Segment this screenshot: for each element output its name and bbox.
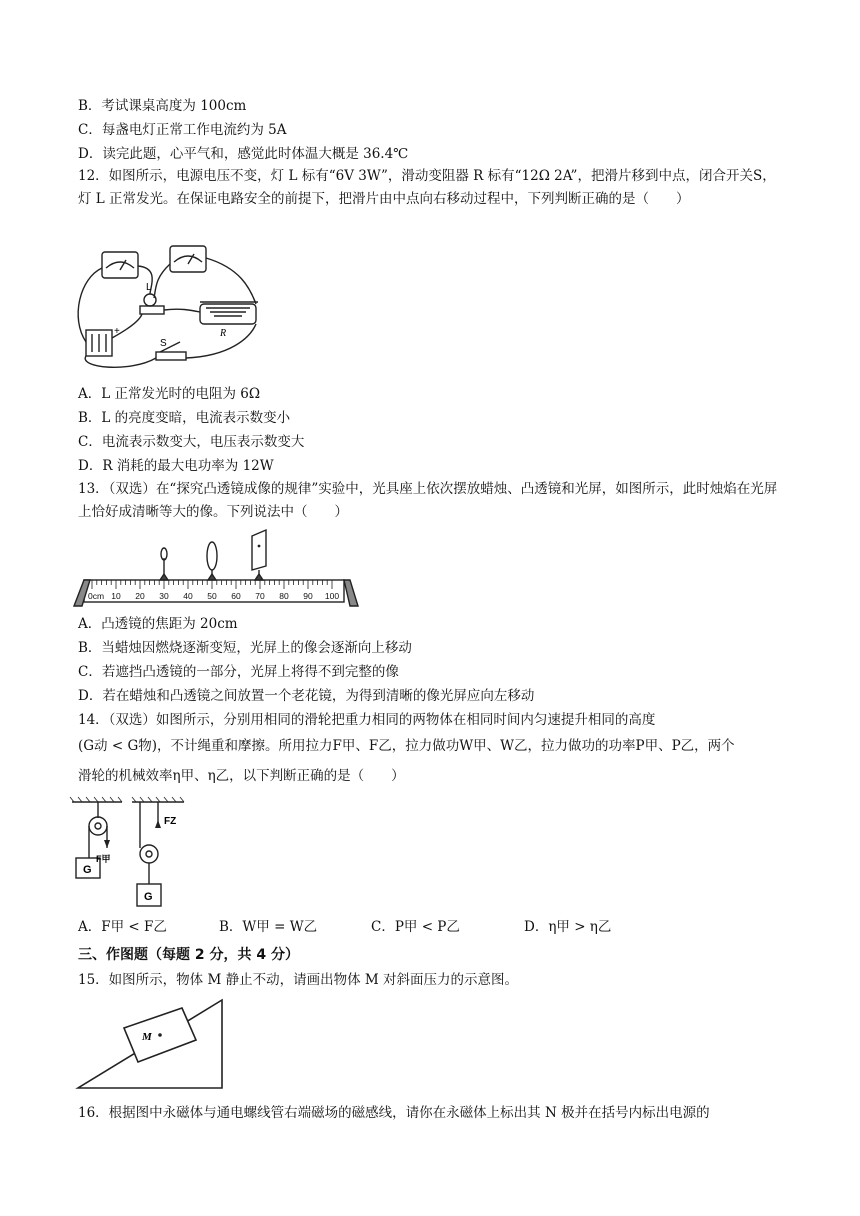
weight-fixed-label: G (83, 864, 92, 876)
fixed-pulley (89, 817, 107, 835)
q16-stem: 16．根据图中永磁体与通电螺线管右端磁场的磁感线，请你在永磁体上标出其 N 极并在括号内标出电源的 (78, 1105, 710, 1121)
force-fixed-label: F甲 (96, 854, 111, 864)
q14-stem-line3: 滑轮的机械效率η甲、η乙，以下判断正确的是（ ） (78, 768, 405, 784)
ruler-tick-label: 10 (111, 591, 121, 601)
switch (156, 352, 186, 360)
q11-option-c: C．每盏电灯正常工作电流约为 5A (78, 122, 287, 138)
ruler-tick-label: 70 (255, 591, 265, 601)
q13-option-d: D．若在蜡烛和凸透镜之间放置一个老花镜，为得到清晰的像光屏应向左移动 (78, 688, 535, 704)
q12-option-c: C．电流表示数变大，电压表示数变大 (78, 434, 305, 450)
block-m-label: M (142, 1031, 152, 1043)
q12-circuit-figure (70, 238, 270, 373)
lamp-label: L (146, 282, 152, 293)
q13-option-a: A．凸透镜的焦距为 20cm (78, 616, 238, 632)
q12-option-d: D．R 消耗的最大电功率为 12W (78, 458, 274, 474)
ruler-tick-label: 40 (183, 591, 193, 601)
block-center-dot (158, 1033, 162, 1037)
q11-option-b: B．考试课桌高度为 100cm (78, 98, 247, 114)
q14-option-b: B．W甲 = W乙 (219, 919, 318, 935)
ruler-tick-label: 90 (303, 591, 313, 601)
q15-stem: 15．如图所示，物体 M 静止不动，请画出物体 M 对斜面压力的示意图。 (78, 972, 518, 988)
q14-stem-line1: 14．（双选）如图所示，分别用相同的滑轮把重力相同的两物体在相同时间内匀速提升相同的高度 (78, 712, 656, 728)
battery-plus-label: + (114, 326, 120, 337)
q14-option-a: A．F甲 < F乙 (78, 919, 167, 935)
ruler-ticks (92, 580, 332, 589)
ruler-tick-label: 30 (159, 591, 169, 601)
right-support (344, 580, 358, 606)
ammeter (102, 252, 138, 278)
q14-option-c: C．P甲 < P乙 (371, 919, 460, 935)
ruler-tick-label: 100 (324, 591, 340, 601)
q12-option-a: A．L 正常发光时的电阻为 6Ω (78, 386, 261, 402)
rheostat-label: R (220, 328, 227, 339)
q13-optical-bench-figure (70, 528, 360, 612)
ruler-tick-label: 50 (207, 591, 217, 601)
ruler-tick-label: 80 (279, 591, 289, 601)
voltmeter (170, 246, 206, 272)
light-screen (252, 530, 266, 570)
force-movable-label: FZ (164, 816, 177, 827)
ruler-tick-label: 20 (135, 591, 145, 601)
section-3-heading: 三、作图题（每题 2 分，共 4 分） (78, 947, 299, 963)
ruler-tick-label: 60 (231, 591, 241, 601)
q13-option-c: C．若遮挡凸透镜的一部分，光屏上将得不到完整的像 (78, 664, 399, 680)
q12-option-b: B．L 的亮度变暗，电流表示数变小 (78, 410, 291, 426)
q13-stem: 13．（双选）在“探究凸透镜成像的规律”实验中，光具座上依次摆放蜡烛、凸透镜和光屏，如图所示，此时烛焰在光屏上恰好成清晰等大的像。下列说法中（ ） (78, 481, 778, 520)
q14-pulley-figure (66, 796, 196, 914)
q11-option-d: D．读完此题，心平气和，感觉此时体温大概是 36.4℃ (78, 146, 409, 162)
movable-pulley (140, 845, 158, 863)
q13-option-b: B．当蜡烛因燃烧逐渐变短，光屏上的像会逐渐向上移动 (78, 640, 412, 656)
ruler-labels (88, 591, 339, 601)
q15-incline-figure (72, 994, 228, 1092)
q14-stem-line2: (G动 < G物)，不计绳重和摩擦。所用拉力F甲、F乙，拉力做功W甲、W乙，拉力做功的功率P甲、P乙，两个 (78, 738, 735, 754)
q14-option-d: D．η甲 > η乙 (524, 919, 612, 935)
rheostat (200, 304, 256, 324)
q12-stem: 12．如图所示，电源电压不变，灯 L 标有“6V 3W”，滑动变阻器 R 标有“12Ω 2A”，把滑片移到中点，闭合开关S，灯 L 正常发光。在保证电路安全的前提下，把滑片由中点向右移动过程中，下列判断正确的是（ ） (78, 168, 776, 207)
weight-movable-label: G (144, 891, 153, 903)
ruler-tick-label: 0cm (88, 591, 105, 601)
convex-lens (207, 542, 217, 570)
switch-label: S (160, 338, 167, 349)
